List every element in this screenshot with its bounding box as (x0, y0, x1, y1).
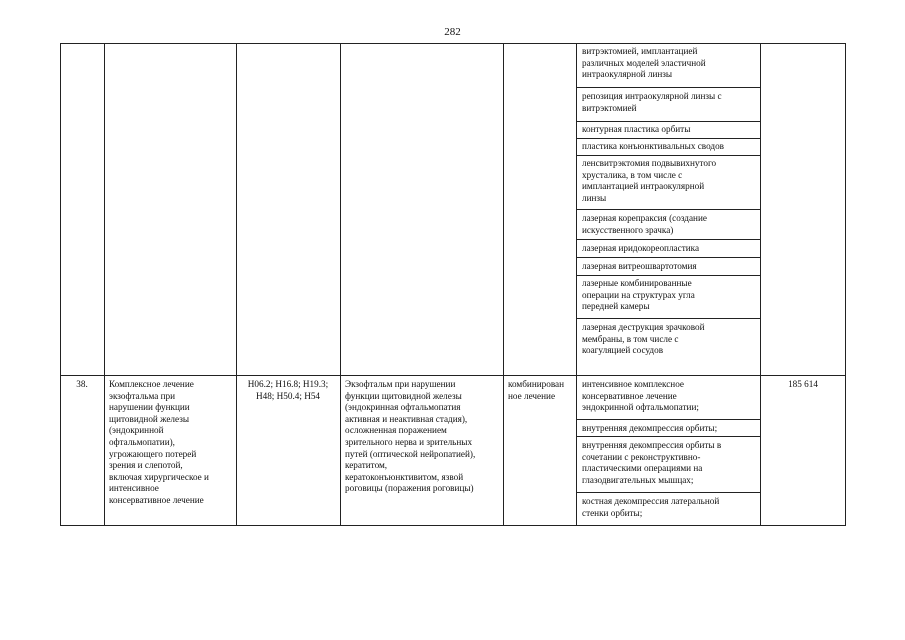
method-divider (576, 155, 760, 156)
row-divider (60, 375, 846, 376)
care-name-cell: Комплексное лечение экзофтальма при нарушении функции щитовидной железы (эндокринной офтальмопатии), угрожающего потерей зрения и слепотой, включая хирургическое и интенсивное консервативное лечение (109, 379, 209, 505)
method-divider (576, 87, 760, 88)
row-number-cell: 38. (76, 379, 88, 389)
column-divider (104, 43, 105, 526)
patient-model-cell: Экзофтальм при нарушении функции щитовидной железы (эндокринная офтальмопатия активная и неактивная стадия), осложненная поражением зрительного нерва и зрительных путей (оптической нейропатией), кератитом, кератоконъюнктивитом, язвой роговицы (поражения роговицы) (345, 379, 476, 494)
column-divider (576, 43, 577, 526)
column-divider (760, 43, 761, 526)
method-cell: пластика конъюнктивальных сводов (582, 141, 725, 151)
page-number: 282 (444, 26, 461, 38)
table-border (60, 525, 846, 526)
method-divider (576, 275, 760, 276)
method-cell: костная декомпрессия латеральной стенки орбиты; (582, 496, 720, 518)
method-cell: лазерная иридокореопластика (582, 243, 700, 253)
method-cell: репозиция интраокулярной линзы с витрэктомией (582, 91, 722, 113)
method-cell: лазерные комбинированные операции на структурах угла передней камеры (582, 278, 695, 312)
table-border (60, 43, 846, 44)
table-border (845, 43, 846, 526)
method-divider (576, 436, 760, 437)
method-divider (576, 138, 760, 139)
method-cell: интенсивное комплексное консервативное лечение эндокринной офтальмопатии; (582, 379, 699, 413)
column-divider (340, 43, 341, 526)
method-cell: ленсвитрэктомия подвывихнутого хрусталика, в том числе с имплантацией интраокулярной линзы (582, 158, 717, 203)
method-divider (576, 209, 760, 210)
method-divider (576, 492, 760, 493)
method-cell: контурная пластика орбиты (582, 124, 691, 134)
method-divider (576, 121, 760, 122)
table-border (60, 43, 61, 526)
method-cell: лазерная корепраксия (создание искусственного зрачка) (582, 213, 707, 235)
treatment-type-cell: комбинирован ное лечение (508, 379, 565, 401)
method-cell: внутренняя декомпрессия орбиты в сочетании с реконструктивно- пластическими операциями на глазодвигательных мышцах; (582, 440, 722, 485)
column-divider (503, 43, 504, 526)
method-cell: лазерная витреошвартотомия (582, 261, 697, 271)
method-divider (576, 239, 760, 240)
method-divider (576, 419, 760, 420)
column-divider (236, 43, 237, 526)
icd-codes-cell: H06.2; H16.8; H19.3; H48; H50.4; H54 (247, 379, 329, 401)
method-divider (576, 257, 760, 258)
method-cell: внутренняя декомпрессия орбиты; (582, 423, 718, 433)
method-divider (576, 318, 760, 319)
medical-care-table (60, 43, 846, 526)
method-cell: лазерная деструкция зрачковой мембраны, в том числе с коагуляцией сосудов (582, 322, 705, 356)
cost-cell: 185 614 (788, 379, 818, 389)
method-cell: витрэктомией, имплантацией различных моделей эластичной интраокулярной линзы (582, 46, 706, 80)
